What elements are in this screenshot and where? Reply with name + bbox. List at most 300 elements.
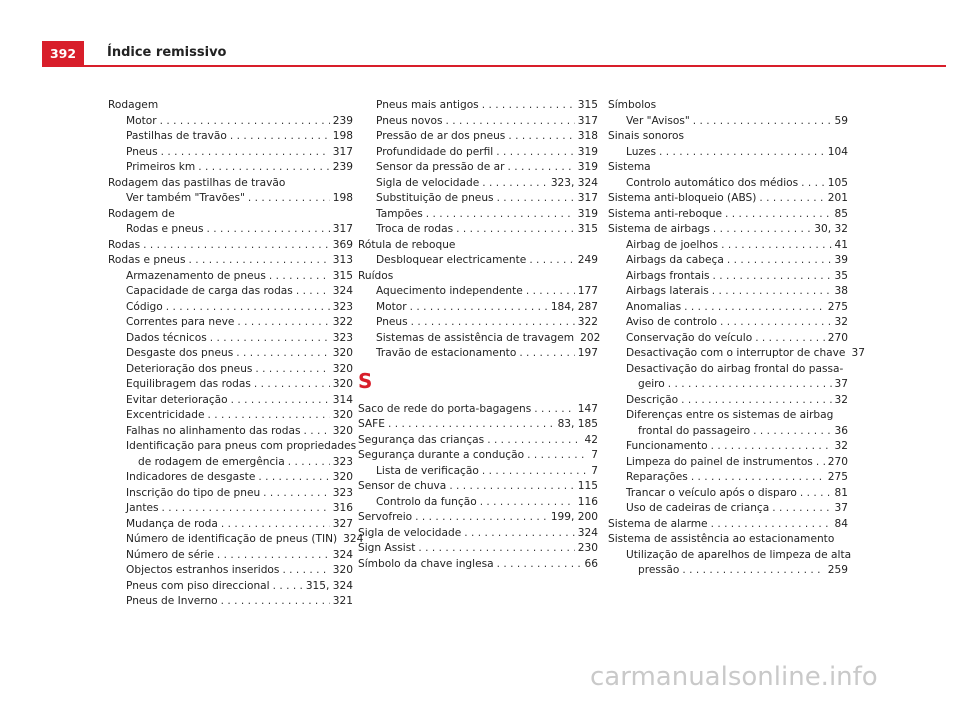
entry-pages: 84 bbox=[834, 517, 848, 530]
index-entry bbox=[108, 424, 353, 440]
entry-pages: 7 bbox=[591, 449, 598, 461]
dot-leader bbox=[721, 238, 831, 254]
dot-leader bbox=[189, 253, 330, 269]
dot-leader bbox=[210, 331, 330, 347]
entry-term: Aquecimento independente bbox=[376, 285, 523, 297]
dot-leader bbox=[482, 464, 588, 480]
entry-term: Excentricidade bbox=[126, 409, 205, 421]
entry-pages: 323 bbox=[332, 486, 353, 499]
index-entry bbox=[358, 98, 598, 114]
entry-term: Dados técnicos bbox=[126, 331, 207, 344]
entry-term: Desbloquear electricamente bbox=[376, 254, 527, 266]
entry-pages: 320 bbox=[332, 471, 353, 483]
entry-term: Equilibragem das rodas bbox=[126, 378, 251, 390]
dot-leader bbox=[725, 207, 832, 223]
dot-leader bbox=[681, 393, 831, 409]
entry-pages: 320 bbox=[332, 347, 353, 359]
entry-term: Rodas bbox=[108, 238, 141, 251]
entry-term: Pastilhas de travão bbox=[126, 130, 227, 142]
entry-term: Deterioração dos pneus bbox=[126, 362, 253, 375]
entry-pages: 184, 287 bbox=[550, 300, 598, 313]
entry-term: Ver também "Travões" bbox=[126, 192, 245, 204]
index-entry bbox=[108, 455, 353, 471]
index-entry bbox=[358, 526, 598, 542]
index-entry bbox=[358, 253, 598, 269]
index-entry bbox=[608, 253, 848, 269]
entry-term: Luzes bbox=[626, 145, 657, 158]
index-entry bbox=[608, 501, 848, 517]
index-entry bbox=[608, 346, 865, 362]
entry-pages: 317 bbox=[577, 114, 598, 127]
dot-leader bbox=[711, 439, 832, 455]
section-letter: S bbox=[358, 368, 373, 393]
dot-leader bbox=[160, 114, 330, 130]
index-entry bbox=[108, 408, 353, 424]
index-entry bbox=[608, 470, 848, 486]
index-entry bbox=[108, 594, 353, 610]
entry-term: Controlo da função bbox=[376, 495, 477, 508]
dot-leader bbox=[221, 594, 330, 610]
index-entry bbox=[108, 160, 353, 176]
index-heading: Rodagem bbox=[108, 99, 159, 111]
page-header bbox=[42, 41, 946, 67]
entry-term: Pneus de Inverno bbox=[126, 595, 218, 607]
dot-leader bbox=[161, 145, 330, 161]
index-entry bbox=[608, 207, 848, 223]
entry-pages: 38 bbox=[834, 285, 848, 297]
dot-leader bbox=[162, 501, 330, 517]
page-number: 392 bbox=[42, 41, 84, 67]
entry-term: Sistema de alarme bbox=[608, 517, 708, 530]
index-entry bbox=[358, 448, 598, 464]
entry-pages: 315 bbox=[577, 223, 598, 235]
entry-term: Airbags da cabeça bbox=[626, 254, 724, 266]
entry-pages: 320 bbox=[332, 564, 353, 576]
index-column-2 bbox=[358, 98, 601, 572]
entry-term: Pneus novos bbox=[376, 114, 443, 127]
entry-pages: 324 bbox=[332, 285, 353, 297]
entry-pages: 37 bbox=[834, 378, 848, 390]
dot-leader bbox=[684, 300, 825, 316]
dot-leader bbox=[508, 129, 574, 145]
entry-term: Airbags laterais bbox=[626, 285, 709, 297]
entry-pages: 37 bbox=[834, 502, 848, 514]
entry-pages: 323 bbox=[332, 300, 353, 313]
index-entry bbox=[358, 191, 598, 207]
index-entry bbox=[108, 548, 353, 564]
dot-leader bbox=[411, 315, 575, 331]
entry-term: Mudança de roda bbox=[126, 517, 218, 530]
entry-term: Sign Assist bbox=[358, 542, 416, 554]
entry-term: Primeiros km bbox=[126, 161, 196, 173]
dot-leader bbox=[497, 191, 575, 207]
entry-term: Segurança das crianças bbox=[358, 433, 485, 446]
index-entry bbox=[108, 563, 353, 579]
dot-leader bbox=[269, 269, 330, 285]
entry-term: Travão de estacionamento bbox=[376, 347, 517, 359]
index-entry bbox=[608, 114, 848, 130]
entry-pages: 317 bbox=[332, 223, 353, 235]
index-heading: Identificação para pneus com propriedades bbox=[126, 440, 357, 452]
dot-leader bbox=[487, 433, 581, 449]
dot-leader bbox=[207, 222, 330, 238]
index-entry bbox=[108, 579, 353, 595]
entry-term: Desactivação com o interruptor de chave bbox=[626, 347, 846, 359]
entry-term: Sistemas de assistência de travagem bbox=[376, 331, 575, 344]
entry-pages: 317 bbox=[332, 145, 353, 158]
entry-term: Descrição bbox=[626, 393, 679, 406]
entry-pages: 32 bbox=[834, 316, 848, 328]
entry-pages: 32 bbox=[834, 393, 848, 406]
index-entry bbox=[108, 532, 364, 548]
index-heading: Sinais sonoros bbox=[608, 130, 685, 142]
dot-leader bbox=[446, 114, 575, 130]
entry-pages: 321 bbox=[332, 595, 353, 607]
entry-term: Segurança durante a condução bbox=[358, 449, 525, 461]
index-heading: Ruídos bbox=[358, 269, 394, 282]
dot-leader bbox=[711, 517, 832, 533]
index-entry bbox=[608, 176, 848, 192]
entry-pages: 239 bbox=[332, 114, 353, 127]
entry-term: Uso de cadeiras de criança bbox=[626, 502, 770, 514]
entry-pages: 36 bbox=[834, 424, 848, 437]
index-heading: Sistema de assistência ao estacionamento bbox=[608, 533, 835, 545]
entry-pages: 324 bbox=[332, 548, 353, 561]
entry-term: Pressão de ar dos pneus bbox=[376, 130, 506, 142]
entry-term: SAFE bbox=[358, 418, 385, 430]
entry-pages: 59 bbox=[834, 114, 848, 127]
entry-term: Sistema anti-reboque bbox=[608, 207, 722, 220]
index-entry bbox=[108, 222, 353, 238]
entry-pages: 85 bbox=[834, 207, 848, 220]
index-heading: Sistema bbox=[608, 161, 651, 173]
entry-term: Motor bbox=[126, 114, 157, 127]
entry-term: Indicadores de desgaste bbox=[126, 471, 256, 483]
dot-leader bbox=[801, 176, 825, 192]
entry-pages: 315 bbox=[577, 99, 598, 111]
entry-pages: 319 bbox=[577, 145, 598, 158]
dot-leader bbox=[288, 455, 330, 471]
dot-leader bbox=[482, 176, 548, 192]
dot-leader bbox=[712, 284, 832, 300]
index-entry bbox=[358, 207, 598, 223]
index-entry bbox=[358, 346, 598, 362]
entry-pages: 275 bbox=[827, 300, 848, 313]
entry-term: Pneus com piso direccional bbox=[126, 579, 270, 592]
entry-pages: 270 bbox=[827, 331, 848, 344]
index-entry bbox=[358, 160, 598, 176]
entry-pages: 320 bbox=[332, 378, 353, 390]
index-entry bbox=[358, 557, 598, 573]
index-entry bbox=[108, 191, 353, 207]
entry-pages: 201 bbox=[827, 192, 848, 204]
index-column-1 bbox=[108, 98, 364, 610]
index-heading: Rodagem das pastilhas de travão bbox=[108, 176, 286, 189]
dot-leader bbox=[231, 393, 330, 409]
entry-pages: 320 bbox=[332, 409, 353, 421]
entry-term: Saco de rede do porta-bagagens bbox=[358, 402, 532, 415]
entry-pages: 147 bbox=[577, 402, 598, 415]
dot-leader bbox=[388, 417, 555, 433]
watermark: carmanualsonline.info bbox=[590, 662, 878, 692]
entry-term: Motor bbox=[376, 300, 407, 313]
dot-leader bbox=[143, 238, 330, 254]
index-entry bbox=[108, 470, 353, 486]
index-entry bbox=[358, 284, 598, 300]
entry-term: Limpeza do painel de instrumentos bbox=[626, 455, 813, 468]
entry-pages: 198 bbox=[332, 130, 353, 142]
index-entry bbox=[358, 541, 598, 557]
entry-term: Código bbox=[126, 300, 163, 313]
index-entry bbox=[108, 331, 353, 347]
dot-leader bbox=[507, 160, 574, 176]
index-entry bbox=[108, 517, 353, 533]
index-entry bbox=[108, 300, 353, 316]
entry-term: Sensor de chuva bbox=[358, 480, 447, 492]
entry-term: Evitar deterioração bbox=[126, 393, 228, 406]
entry-pages: 81 bbox=[834, 486, 848, 499]
entry-pages: 315 bbox=[332, 269, 353, 282]
entry-term: Pneus bbox=[126, 145, 158, 158]
index-entry bbox=[608, 191, 848, 207]
dot-leader bbox=[534, 402, 575, 418]
index-entry bbox=[358, 495, 598, 511]
entry-term: Número de identificação de pneus (TIN) bbox=[126, 533, 338, 545]
entry-pages: 239 bbox=[332, 161, 353, 173]
dot-leader bbox=[753, 424, 831, 440]
dot-leader bbox=[282, 563, 329, 579]
entry-term: Substituição de pneus bbox=[376, 192, 494, 204]
entry-term: Número de série bbox=[126, 548, 214, 561]
index-entry bbox=[108, 284, 353, 300]
dot-leader bbox=[255, 362, 329, 378]
entry-pages: 41 bbox=[834, 238, 848, 251]
entry-term: Aviso de controlo bbox=[626, 316, 718, 328]
index-heading: Desactivação do airbag frontal do passa- bbox=[626, 362, 844, 375]
header-rule bbox=[42, 65, 946, 67]
index-entry bbox=[608, 238, 848, 254]
dot-leader bbox=[166, 300, 330, 316]
dot-leader bbox=[519, 346, 574, 362]
entry-term: Troca de rodas bbox=[376, 223, 454, 235]
dot-leader bbox=[410, 300, 548, 316]
entry-pages: 249 bbox=[577, 254, 598, 266]
entry-pages: 320 bbox=[332, 424, 353, 437]
index-entry bbox=[608, 393, 848, 409]
entry-term: Correntes para neve bbox=[126, 316, 235, 328]
dot-leader bbox=[208, 408, 330, 424]
entry-pages: 319 bbox=[577, 161, 598, 173]
entry-term: geiro bbox=[638, 378, 665, 390]
index-entry bbox=[608, 377, 848, 393]
index-entry bbox=[358, 222, 598, 238]
index-entry bbox=[358, 417, 598, 433]
index-entry bbox=[108, 269, 353, 285]
entry-term: Tampões bbox=[376, 207, 423, 220]
entry-pages: 116 bbox=[577, 495, 598, 508]
dot-leader bbox=[304, 424, 330, 440]
entry-term: Reparações bbox=[626, 471, 688, 483]
index-entry bbox=[608, 563, 848, 579]
entry-pages: 35 bbox=[834, 269, 848, 282]
entry-term: Inscrição do tipo de pneu bbox=[126, 486, 261, 499]
entry-pages: 42 bbox=[584, 433, 598, 446]
entry-term: Airbag de joelhos bbox=[626, 238, 719, 251]
entry-pages: 30, 32 bbox=[814, 223, 848, 235]
dot-leader bbox=[659, 145, 825, 161]
entry-term: Sensor da pressão de ar bbox=[376, 161, 505, 173]
index-entry bbox=[608, 222, 848, 238]
entry-pages: 322 bbox=[577, 316, 598, 328]
index-entry bbox=[358, 464, 598, 480]
index-entry bbox=[358, 145, 598, 161]
index-column-3 bbox=[608, 98, 865, 579]
index-entry bbox=[358, 331, 601, 347]
index-entry bbox=[108, 362, 353, 378]
dot-leader bbox=[248, 191, 330, 207]
entry-pages: 270 bbox=[827, 455, 848, 468]
entry-pages: 369 bbox=[332, 238, 353, 251]
dot-leader bbox=[755, 331, 825, 347]
index-entry bbox=[108, 393, 353, 409]
entry-pages: 313 bbox=[332, 254, 353, 266]
dot-leader bbox=[713, 269, 832, 285]
dot-leader bbox=[217, 548, 330, 564]
entry-term: Desgaste dos pneus bbox=[126, 347, 234, 359]
dot-leader bbox=[230, 129, 330, 145]
index-entry bbox=[358, 300, 598, 316]
index-entry bbox=[358, 510, 598, 526]
dot-leader bbox=[221, 517, 330, 533]
entry-term: Objectos estranhos inseridos bbox=[126, 564, 280, 576]
entry-term: Conservação do veículo bbox=[626, 331, 753, 344]
entry-term: Profundidade do perfil bbox=[376, 145, 494, 158]
index-entry bbox=[608, 315, 848, 331]
entry-pages: 323 bbox=[332, 455, 353, 468]
dot-leader bbox=[529, 253, 574, 269]
entry-pages: 83, 185 bbox=[557, 418, 598, 430]
index-heading: Utilização de aparelhos de limpeza de alta bbox=[626, 548, 852, 561]
entry-term: Trancar o veículo após o disparo bbox=[626, 486, 797, 499]
dot-leader bbox=[727, 253, 832, 269]
index-heading: Rodagem de bbox=[108, 207, 175, 220]
entry-pages: 115 bbox=[577, 480, 598, 492]
entry-term: frontal do passageiro bbox=[638, 424, 751, 437]
entry-pages: 327 bbox=[332, 517, 353, 530]
index-entry bbox=[608, 486, 848, 502]
index-entry bbox=[608, 269, 848, 285]
index-entry bbox=[608, 455, 848, 471]
index-entry bbox=[608, 439, 848, 455]
entry-pages: 104 bbox=[827, 145, 848, 158]
entry-term: Capacidade de carga das rodas bbox=[126, 285, 293, 297]
dot-leader bbox=[496, 145, 575, 161]
entry-term: Sigla de velocidade bbox=[358, 526, 462, 539]
entry-pages: 323 bbox=[332, 331, 353, 344]
dot-leader bbox=[237, 315, 329, 331]
dot-leader bbox=[449, 479, 574, 495]
index-entry bbox=[108, 145, 353, 161]
dot-leader bbox=[668, 377, 832, 393]
index-entry bbox=[108, 501, 353, 517]
entry-term: Servofreio bbox=[358, 511, 413, 523]
index-entry bbox=[608, 517, 848, 533]
dot-leader bbox=[526, 284, 575, 300]
dot-leader bbox=[720, 315, 831, 331]
index-entry bbox=[108, 315, 353, 331]
index-entry bbox=[608, 424, 848, 440]
dot-leader bbox=[456, 222, 575, 238]
entry-term: Anomalias bbox=[626, 300, 682, 313]
index-entry bbox=[108, 346, 353, 362]
entry-pages: 320 bbox=[332, 362, 353, 375]
entry-pages: 197 bbox=[577, 347, 598, 359]
entry-term: Sistema anti-bloqueio (ABS) bbox=[608, 192, 757, 204]
entry-pages: 198 bbox=[332, 192, 353, 204]
entry-pages: 319 bbox=[577, 207, 598, 220]
index-entry bbox=[608, 284, 848, 300]
entry-pages: 105 bbox=[827, 176, 848, 189]
entry-pages: 324 bbox=[343, 533, 364, 545]
dot-leader bbox=[691, 470, 825, 486]
dot-leader bbox=[527, 448, 588, 464]
entry-pages: 32 bbox=[834, 440, 848, 452]
index-entry bbox=[358, 176, 598, 192]
entry-pages: 324 bbox=[577, 526, 598, 539]
index-entry bbox=[358, 479, 598, 495]
dot-leader bbox=[482, 98, 575, 114]
dot-leader bbox=[693, 114, 832, 130]
entry-term: Controlo automático dos médios bbox=[626, 176, 799, 189]
index-entry bbox=[358, 129, 598, 145]
dot-leader bbox=[273, 579, 303, 595]
index-entry bbox=[608, 300, 848, 316]
dot-leader bbox=[236, 346, 330, 362]
index-entry bbox=[108, 377, 353, 393]
page-title: Índice remissivo bbox=[107, 45, 227, 60]
entry-term: Símbolo da chave inglesa bbox=[358, 557, 494, 570]
entry-term: Sigla de velocidade bbox=[376, 176, 480, 189]
index-entry bbox=[608, 331, 848, 347]
dot-leader bbox=[415, 510, 548, 526]
dot-leader bbox=[464, 526, 575, 542]
entry-pages: 66 bbox=[584, 557, 598, 570]
entry-term: Pneus mais antigos bbox=[376, 99, 479, 111]
dot-leader bbox=[254, 377, 330, 393]
entry-pages: 316 bbox=[332, 502, 353, 514]
dot-leader bbox=[800, 486, 832, 502]
dot-leader bbox=[682, 563, 824, 579]
entry-pages: 259 bbox=[827, 564, 848, 576]
entry-pages: 37 bbox=[851, 347, 865, 359]
index-entry bbox=[108, 253, 353, 269]
dot-leader bbox=[258, 470, 329, 486]
dot-leader bbox=[418, 541, 574, 557]
index-entry bbox=[358, 114, 598, 130]
dot-leader bbox=[816, 455, 825, 471]
entry-term: Falhas no alinhamento das rodas bbox=[126, 424, 301, 437]
entry-pages: 202 bbox=[580, 331, 601, 344]
index-entry bbox=[358, 433, 598, 449]
entry-pages: 39 bbox=[834, 254, 848, 266]
entry-pages: 7 bbox=[591, 464, 598, 477]
entry-term: Sistema de airbags bbox=[608, 223, 710, 235]
entry-term: Armazenamento de pneus bbox=[126, 269, 266, 282]
index-entry bbox=[108, 238, 353, 254]
entry-term: Funcionamento bbox=[626, 440, 708, 452]
entry-pages: 314 bbox=[332, 393, 353, 406]
entry-pages: 199, 200 bbox=[550, 511, 598, 523]
